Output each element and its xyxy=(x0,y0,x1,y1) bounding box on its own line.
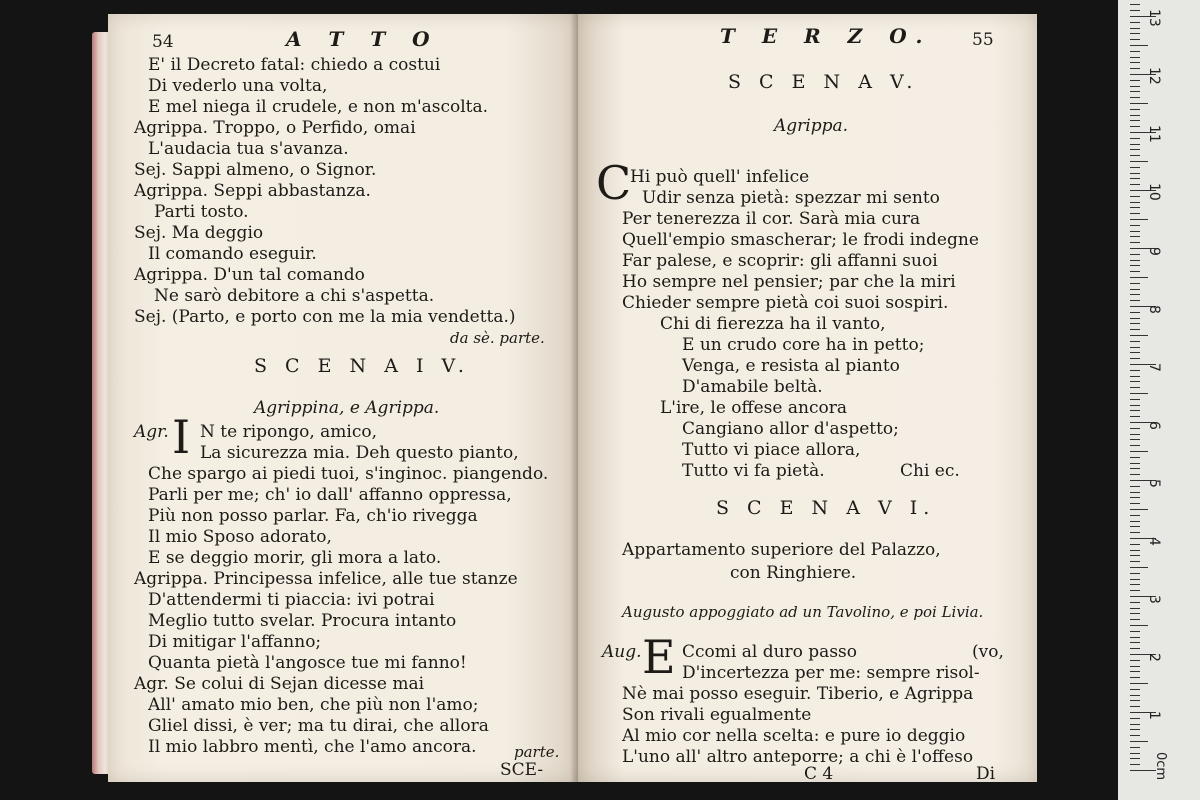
ruler-tick xyxy=(1130,642,1140,643)
ruler-tick xyxy=(1130,358,1140,359)
text-line: Di vederlo una volta, xyxy=(148,76,328,96)
text-line: Ccomi al duro passo xyxy=(682,642,857,662)
text-line: Nè mai posso eseguir. Tiberio, e Agrippa xyxy=(622,684,974,704)
drop-cap: C xyxy=(596,156,632,210)
text-line: Agrippa. Seppi abbastanza. xyxy=(134,181,371,201)
ruler-tick xyxy=(1130,115,1140,116)
right-running-head: T E R Z O. xyxy=(720,24,933,48)
ruler-tick xyxy=(1130,509,1148,510)
ruler-tick xyxy=(1130,347,1140,348)
ruler-tick xyxy=(1130,608,1140,609)
ruler-tick xyxy=(1130,196,1140,197)
ruler-tick xyxy=(1130,416,1140,417)
scene-setting: con Ringhiere. xyxy=(730,563,857,583)
text-line: Son rivali egualmente xyxy=(622,705,812,725)
ruler-tick xyxy=(1130,300,1140,301)
text-line: E se deggio morir, gli mora a lato. xyxy=(148,548,442,568)
ruler-tick xyxy=(1130,405,1140,406)
text-line: Al mio cor nella scelta: e pure io deggio xyxy=(622,726,966,746)
ruler-tick xyxy=(1130,155,1140,156)
character-list: Agrippa. xyxy=(774,116,849,136)
ruler-tick xyxy=(1130,376,1140,377)
ruler-tick xyxy=(1130,144,1140,145)
ruler-tick xyxy=(1130,45,1148,46)
ruler-tick xyxy=(1130,439,1140,440)
ruler-tick xyxy=(1130,753,1140,754)
ruler-tick xyxy=(1130,352,1140,353)
character-list: Agrippina, e Agrippa. xyxy=(254,398,440,418)
ruler-number: 7 xyxy=(1146,363,1162,372)
text-line: E mel niega il crudele, e non m'ascolta. xyxy=(148,97,489,117)
text-line: D'attendermi ti piaccia: ivi potrai xyxy=(148,590,435,610)
ruler-number: 10 xyxy=(1146,183,1162,201)
ruler-tick xyxy=(1130,312,1140,313)
ruler-tick xyxy=(1130,329,1140,330)
ruler-tick xyxy=(1130,393,1148,394)
left-page xyxy=(108,14,578,782)
text-line: Hi può quell' infelice xyxy=(630,167,810,187)
text-line: Per tenerezza il cor. Sarà mia cura xyxy=(622,209,921,229)
ruler-tick xyxy=(1130,718,1140,719)
ruler-tick xyxy=(1130,428,1140,429)
ruler-tick xyxy=(1130,584,1140,585)
ruler-tick xyxy=(1130,457,1140,458)
left-running-head: A T T O xyxy=(286,27,440,51)
ruler-tick xyxy=(1130,532,1140,533)
ruler-number: 8 xyxy=(1146,305,1162,314)
ruler-tick xyxy=(1130,22,1140,23)
ruler-tick xyxy=(1130,637,1140,638)
text-line: Sej. Sappi almeno, o Signor. xyxy=(134,160,377,180)
ruler-tick xyxy=(1130,381,1140,382)
ruler-tick xyxy=(1130,474,1140,475)
text-line: Il mio Sposo adorato, xyxy=(148,527,332,547)
text-line: Sej. Ma deggio xyxy=(134,223,264,243)
ruler-tick xyxy=(1130,271,1140,272)
text-line: Agrippa. Troppo, o Perfido, omai xyxy=(134,118,416,138)
character-list: Augusto appoggiato ad un Tavolino, e poi Livia. xyxy=(622,603,984,621)
ruler-tick xyxy=(1130,57,1140,58)
ruler-tick xyxy=(1130,758,1140,759)
text-line: Agrippa. D'un tal comando xyxy=(134,265,365,285)
stage-direction: parte. xyxy=(514,743,560,761)
ruler-tick xyxy=(1130,677,1140,678)
ruler-number: 11 xyxy=(1146,125,1162,143)
ruler-tick xyxy=(1130,573,1140,574)
ruler-tick xyxy=(1130,700,1140,701)
text-line: Quanta pietà l'angosce tue mi fanno! xyxy=(148,653,467,673)
ruler-tick xyxy=(1130,445,1140,446)
ruler-tick xyxy=(1130,219,1148,220)
scene-setting: Appartamento superiore del Palazzo, xyxy=(622,540,941,560)
ruler-tick xyxy=(1130,289,1140,290)
ruler-tick xyxy=(1130,463,1140,464)
text-line: Chi ec. xyxy=(900,461,960,481)
ruler-tick xyxy=(1130,68,1140,69)
text-line: Venga, e resista al pianto xyxy=(682,356,900,376)
ruler-tick xyxy=(1130,695,1140,696)
ruler-tick xyxy=(1130,544,1140,545)
ruler-tick xyxy=(1130,28,1140,29)
ruler-tick xyxy=(1130,497,1140,498)
scene-heading: S C E N A V. xyxy=(728,71,919,93)
text-line: Meglio tutto svelar. Procura intanto xyxy=(148,611,457,631)
ruler-tick xyxy=(1130,619,1140,620)
text-line: N te ripongo, amico, xyxy=(200,422,377,442)
ruler-tick xyxy=(1130,80,1140,81)
ruler-number: 12 xyxy=(1146,67,1162,85)
ruler-tick xyxy=(1130,526,1140,527)
measurement-ruler xyxy=(1118,0,1200,800)
ruler-number: 2 xyxy=(1146,653,1162,662)
text-line: Chi di fierezza ha il vanto, xyxy=(660,314,886,334)
text-line: L'ire, le offese ancora xyxy=(660,398,847,418)
ruler-tick xyxy=(1130,109,1140,110)
text-line: Di mitigar l'affanno; xyxy=(148,632,322,652)
ruler-tick xyxy=(1130,764,1140,765)
speaker-name: Aug. xyxy=(602,642,642,662)
ruler-tick xyxy=(1130,86,1140,87)
ruler-tick xyxy=(1130,515,1140,516)
ruler-tick xyxy=(1130,335,1148,336)
ruler-tick xyxy=(1130,207,1140,208)
ruler-tick xyxy=(1130,260,1140,261)
ruler-tick xyxy=(1130,39,1140,40)
text-line: Il mio labbro mentì, che l'amo ancora. xyxy=(148,737,477,757)
ruler-tick xyxy=(1130,341,1140,342)
text-line: Agrippa. Principessa infelice, alle tue stanze xyxy=(134,569,518,589)
catchword: Di xyxy=(976,764,996,784)
ruler-tick xyxy=(1130,434,1140,435)
ruler-tick xyxy=(1130,631,1140,632)
ruler-tick xyxy=(1130,683,1148,684)
ruler-tick xyxy=(1130,671,1140,672)
left-folio: 54 xyxy=(152,32,174,52)
text-line: Più non posso parlar. Fa, ch'io rivegga xyxy=(148,506,478,526)
text-line: Cangiano allor d'aspetto; xyxy=(682,419,899,439)
ruler-tick xyxy=(1130,149,1140,150)
text-line: Agr. Se colui di Sejan dicesse mai xyxy=(134,674,425,694)
ruler-number: 9 xyxy=(1146,247,1162,256)
ruler-tick xyxy=(1130,741,1148,742)
ruler-tick xyxy=(1130,602,1140,603)
text-line: L'audacia tua s'avanza. xyxy=(148,139,349,159)
ruler-tick xyxy=(1130,10,1140,11)
ruler-tick xyxy=(1130,97,1140,98)
ruler-tick xyxy=(1130,202,1140,203)
text-line: Chieder sempre pietà coi suoi sospiri. xyxy=(622,293,949,313)
ruler-tick xyxy=(1130,283,1140,284)
ruler-tick xyxy=(1130,729,1140,730)
ruler-tick xyxy=(1130,567,1148,568)
ruler-number: 13 xyxy=(1146,9,1162,27)
ruler-tick xyxy=(1130,521,1140,522)
ruler-tick xyxy=(1130,579,1140,580)
ruler-tick xyxy=(1130,167,1140,168)
ruler-tick xyxy=(1130,294,1140,295)
ruler-tick xyxy=(1130,370,1140,371)
ruler-tick xyxy=(1130,706,1140,707)
ruler-tick xyxy=(1130,735,1140,736)
ruler-tick xyxy=(1130,323,1140,324)
ruler-tick xyxy=(1130,724,1140,725)
right-page xyxy=(578,14,1037,782)
ruler-tick xyxy=(1130,486,1140,487)
ruler-number: 6 xyxy=(1146,421,1162,430)
text-line: Il comando eseguir. xyxy=(148,244,317,264)
ruler-tick xyxy=(1130,126,1140,127)
speaker-name: Agr. xyxy=(134,422,169,442)
ruler-tick xyxy=(1130,503,1140,504)
ruler-tick xyxy=(1130,625,1148,626)
text-line: Gliel dissi, è ver; ma tu dirai, che allora xyxy=(148,716,489,736)
ruler-tick xyxy=(1130,277,1148,278)
ruler-tick xyxy=(1130,451,1148,452)
text-line: La sicurezza mia. Deh questo pianto, xyxy=(200,443,519,463)
stage-direction: da sè. parte. xyxy=(450,329,545,347)
text-line: Parti tosto. xyxy=(154,202,249,222)
ruler-tick xyxy=(1130,173,1140,174)
text-line: E un crudo core ha in petto; xyxy=(682,335,925,355)
text-line: E' il Decreto fatal: chiedo a costui xyxy=(148,55,441,75)
text-line: Parli per me; ch' io dall' affanno oppressa, xyxy=(148,485,512,505)
ruler-tick xyxy=(1130,4,1140,5)
scene-heading: S C E N A V I. xyxy=(716,497,936,519)
ruler-tick xyxy=(1130,242,1140,243)
ruler-tick xyxy=(1130,138,1140,139)
ruler-tick xyxy=(1130,387,1140,388)
ruler-tick xyxy=(1130,666,1140,667)
text-line: Tutto vi fa pietà. xyxy=(682,461,825,481)
ruler-tick xyxy=(1130,561,1140,562)
text-line: D'incertezza per me: sempre risol- xyxy=(682,663,980,683)
ruler-tick xyxy=(1130,492,1140,493)
text-line: Far palese, e scoprir: gli affanni suoi xyxy=(622,251,938,271)
ruler-tick xyxy=(1130,178,1140,179)
ruler-tick xyxy=(1130,747,1140,748)
text-line: Ne sarò debitore a chi s'aspetta. xyxy=(154,286,435,306)
ruler-tick xyxy=(1130,62,1140,63)
ruler-tick xyxy=(1130,225,1140,226)
text-line: Quell'empio smascherar; le frodi indegne xyxy=(622,230,979,250)
scene-heading: S C E N A I V. xyxy=(254,355,470,377)
catchword: SCE- xyxy=(500,760,544,780)
ruler-tick xyxy=(1130,236,1140,237)
ruler-tick xyxy=(1130,33,1140,34)
text-line: Udir senza pietà: spezzar mi sento xyxy=(642,188,940,208)
ruler-tick xyxy=(1130,184,1140,185)
ruler-tick xyxy=(1130,51,1140,52)
ruler-tick xyxy=(1130,265,1140,266)
ruler-tick xyxy=(1130,550,1140,551)
text-line: Sej. (Parto, e porto con me la mia vendetta.) xyxy=(134,307,516,327)
ruler-tick xyxy=(1130,613,1140,614)
text-line: L'uno all' altro anteporre; a chi è l'offeso xyxy=(622,747,974,767)
ruler-tick xyxy=(1130,648,1140,649)
ruler-number: 4 xyxy=(1146,537,1162,546)
ruler-tick xyxy=(1130,468,1140,469)
ruler-tick xyxy=(1130,91,1140,92)
open-book xyxy=(92,14,1037,782)
ruler-number: 1 xyxy=(1146,711,1162,720)
ruler-tick xyxy=(1130,399,1140,400)
text-line: Che spargo ai piedi tuoi, s'inginoc. piangendo. xyxy=(148,464,549,484)
ruler-tick xyxy=(1130,590,1140,591)
ruler-tick xyxy=(1130,660,1140,661)
ruler-tick xyxy=(1130,103,1148,104)
ruler-tick xyxy=(1130,410,1140,411)
right-folio: 55 xyxy=(972,30,994,50)
ruler-tick xyxy=(1130,689,1140,690)
ruler-tick xyxy=(1130,318,1140,319)
ruler-tick xyxy=(1130,254,1140,255)
text-line: All' amato mio ben, che più non l'amo; xyxy=(148,695,479,715)
text-line: Ho sempre nel pensier; par che la miri xyxy=(622,272,956,292)
text-line: (vo, xyxy=(972,642,1004,662)
text-line: Tutto vi piace allora, xyxy=(682,440,861,460)
ruler-unit-label: 0cm xyxy=(1153,752,1168,781)
ruler-number: 5 xyxy=(1146,479,1162,488)
ruler-tick xyxy=(1130,231,1140,232)
ruler-tick xyxy=(1130,161,1148,162)
drop-cap: I xyxy=(172,410,191,464)
ruler-tick xyxy=(1130,120,1140,121)
drop-cap: E xyxy=(642,630,676,684)
ruler-tick xyxy=(1130,555,1140,556)
text-line: D'amabile beltà. xyxy=(682,377,823,397)
signature-mark: C 4 xyxy=(804,764,834,784)
ruler-tick xyxy=(1130,213,1140,214)
ruler-number: 3 xyxy=(1146,595,1162,604)
